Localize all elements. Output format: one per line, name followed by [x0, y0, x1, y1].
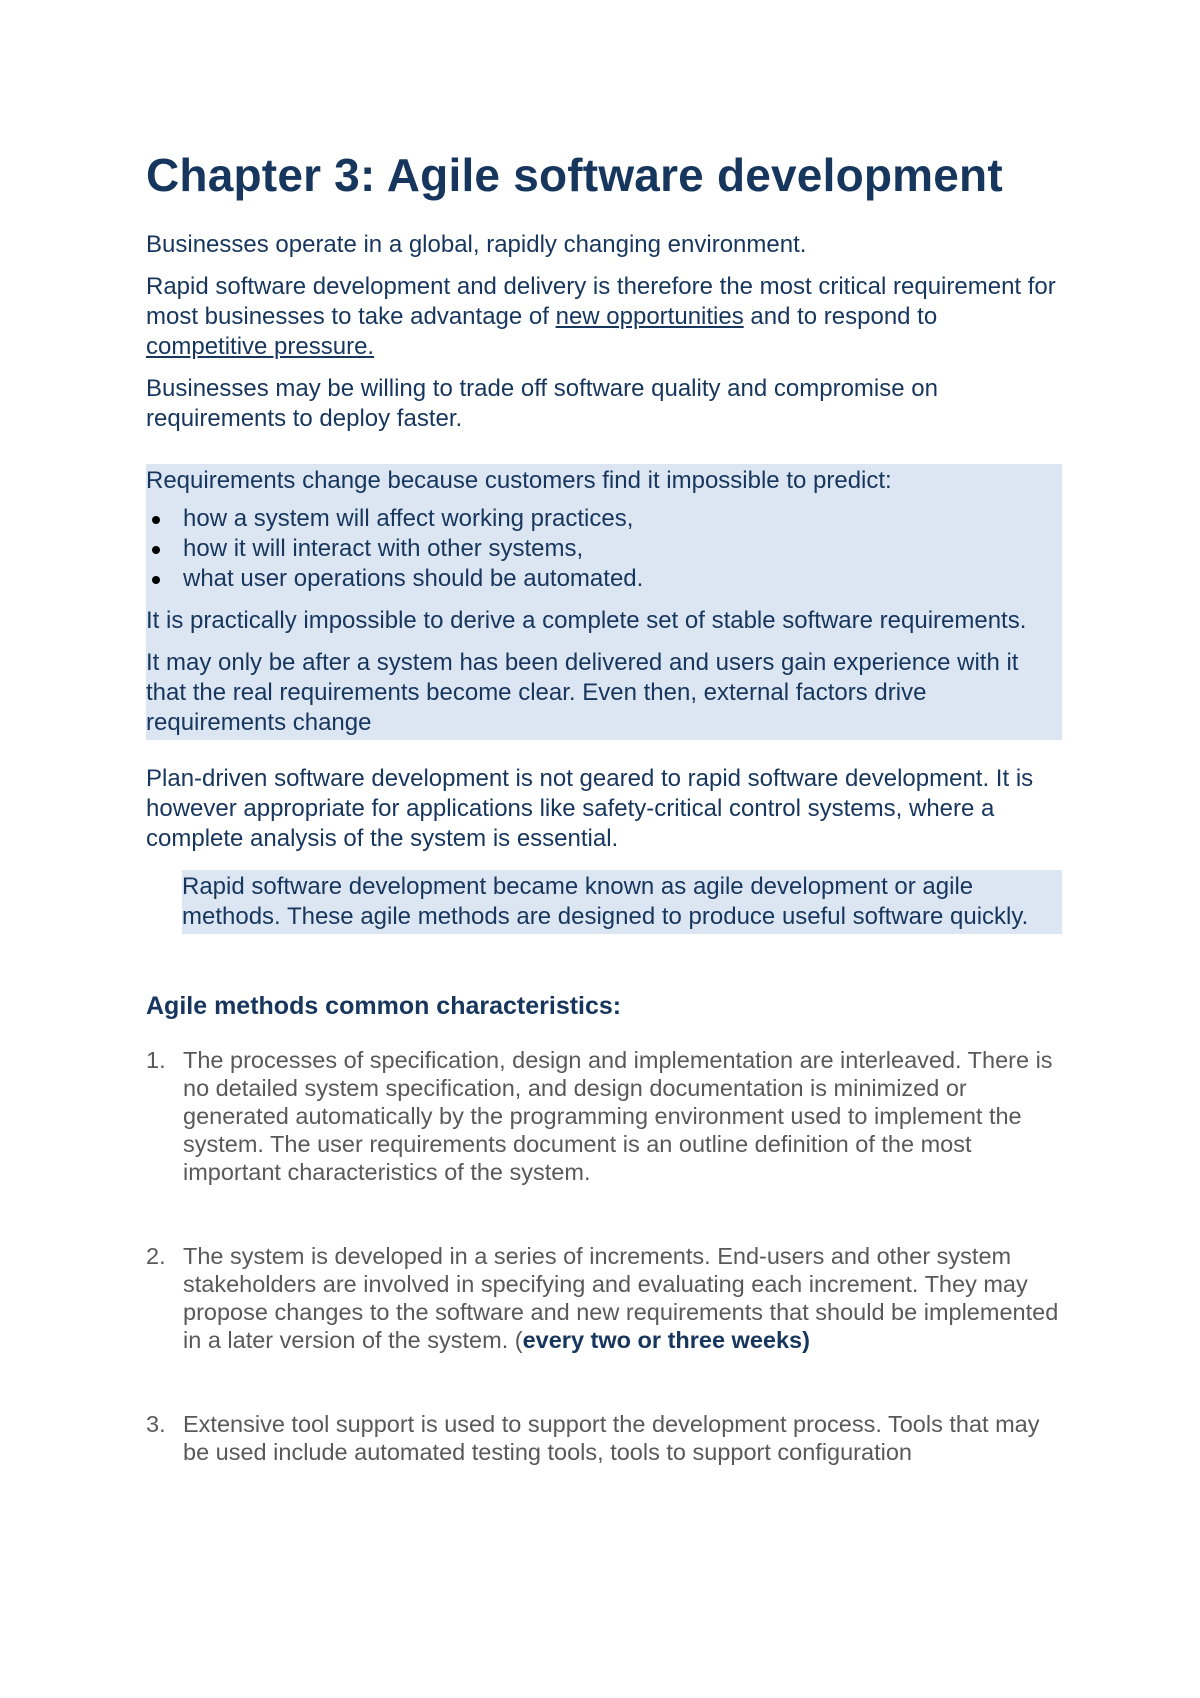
requirements-lead: Requirements change because customers find it impossible to predict:	[146, 467, 892, 494]
agile-definition-box	[182, 870, 1062, 934]
bullet-item	[146, 564, 1062, 594]
characteristics-heading: Agile methods common characteristics:	[146, 992, 622, 1020]
bullet-dot-icon	[152, 576, 160, 584]
item-number: 1.	[146, 1047, 166, 1073]
item-text: Extensive tool support is used to support the development process. Tools that may be used include automated testing tools, tools to support configuration	[183, 1411, 1040, 1465]
bullet-text: what user operations should be automated.	[183, 565, 644, 592]
intro-paragraph-2	[146, 272, 1062, 362]
document-page	[146, 148, 1062, 1466]
bullet-text: how a system will affect working practices,	[183, 505, 634, 532]
characteristic-item	[146, 1242, 1062, 1354]
requirements-paragraph-1: It is practically impossible to derive a complete set of stable software requirements.	[146, 607, 1027, 634]
plan-driven-paragraph: Plan-driven software development is not geared to rapid software development. It is however appropriate for applications like safety-critical control systems, where a complete analysis of the system is essential.	[146, 765, 1034, 852]
bullet-dot-icon	[152, 546, 160, 554]
characteristic-item	[146, 1046, 1062, 1186]
characteristics-list	[146, 1046, 1062, 1466]
competitive-pressure-link[interactable]: competitive pressure.	[146, 333, 375, 360]
item-number: 3.	[146, 1411, 166, 1437]
intro-paragraph-2-text-a: Rapid software development and delivery is therefore the most critical requirement for most businesses to take advantage of	[146, 273, 1056, 330]
characteristic-item	[146, 1410, 1062, 1466]
item-number: 2.	[146, 1243, 166, 1269]
agile-definition-text: Rapid software development became known as agile development or agile methods. These agile methods are designed to produce useful software quickly.	[182, 873, 1029, 930]
bullet-item	[146, 534, 1062, 564]
requirements-bullet-list	[146, 504, 1062, 594]
requirements-paragraph-2: It may only be after a system has been delivered and users gain experience with it that the real requirements become clear. Even then, external factors drive requirements change	[146, 649, 1019, 736]
intro-paragraph-2-text-b: and to respond to	[743, 303, 938, 330]
chapter-title: Chapter 3: Agile software development	[146, 149, 1003, 201]
item-emphasis: every two or three weeks)	[522, 1327, 810, 1353]
bullet-item	[146, 504, 1062, 534]
bullet-text: how it will interact with other systems,	[183, 535, 584, 562]
item-text: The processes of specification, design and implementation are interleaved. There is no detailed system specification, and design documentation is minimized or generated automatically by the programming environment used to implement the system. The user requirements document is an outline definition of the most important characteristics of the system.	[183, 1047, 1053, 1185]
intro-paragraph-1: Businesses operate in a global, rapidly changing environment.	[146, 231, 807, 258]
intro-paragraph-3: Businesses may be willing to trade off software quality and compromise on requirements to deploy faster.	[146, 375, 938, 432]
requirements-change-box	[146, 464, 1062, 740]
new-opportunities-link[interactable]: new opportunities	[555, 303, 744, 330]
item-text: The system is developed in a series of increments. End-users and other system stakeholders are involved in specifying and evaluating each increment. They may propose changes to the software and new requirements that should be implemented in a later version of the system. (	[183, 1243, 1059, 1353]
bullet-dot-icon	[152, 516, 160, 524]
